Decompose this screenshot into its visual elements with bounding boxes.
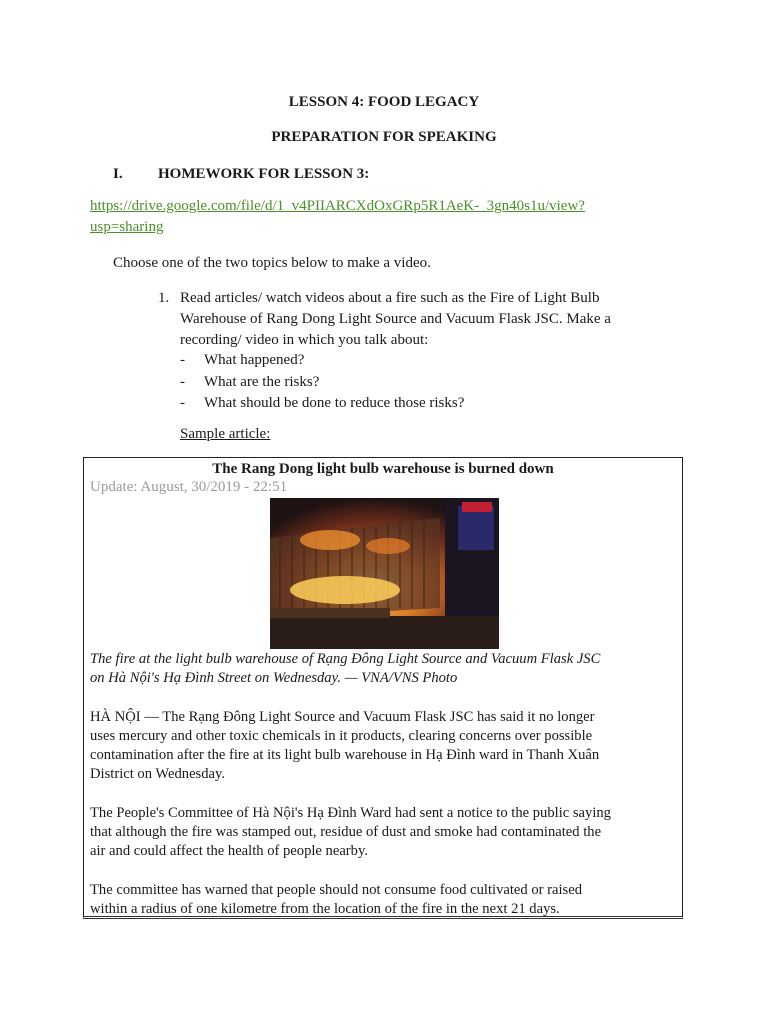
sample-article-box <box>83 457 683 919</box>
photo-caption-line: The fire at the light bulb warehouse of Rạng Đông Light Source and Vacuum Flask JSC <box>90 651 601 667</box>
sample-article-label: Sample article: <box>180 426 271 442</box>
bullet-marker: - <box>180 395 185 411</box>
topic-line: recording/ video in which you talk about: <box>180 332 429 348</box>
article-paragraph-line: contamination after the fire at its light bulb warehouse in Hạ Đình ward in Thanh Xuân <box>90 747 600 763</box>
article-paragraph-line: The committee has warned that people should not consume food cultivated or raised <box>90 882 582 898</box>
section-subtitle: PREPARATION FOR SPEAKING <box>271 129 497 145</box>
instruction-text: Choose one of the two topics below to make a video. <box>113 255 431 271</box>
fire-photo <box>270 498 499 649</box>
topic-line: Read articles/ watch videos about a fire such as the Fire of Light Bulb <box>180 290 600 306</box>
bullet-item: What should be done to reduce those risks? <box>204 395 465 411</box>
article-paragraph-line: District on Wednesday. <box>90 766 226 782</box>
article-date: Update: August, 30/2019 - 22:51 <box>90 479 288 495</box>
article-paragraph-line: that although the fire was stamped out, residue of dust and smoke had contaminated the <box>90 824 602 840</box>
article-paragraph-line: within a radius of one kilometre from the location of the fire in the next 21 days. <box>90 901 560 917</box>
photo-caption-line: on Hà Nội's Hạ Đình Street on Wednesday. — VNA/VNS Photo <box>90 670 458 686</box>
bullet-item: What are the risks? <box>204 374 320 390</box>
article-title: The Rang Dong light bulb warehouse is burned down <box>212 461 554 477</box>
article-paragraph-line: uses mercury and other toxic chemicals in it products, clearing concerns over possible <box>90 728 593 744</box>
article-paragraph-line: HÀ NỘI — The Rạng Đông Light Source and Vacuum Flask JSC has said it no longer <box>90 709 595 725</box>
drive-link-line1[interactable]: https://drive.google.com/file/d/1_v4PIIARCXdOxGRp5R1AeK-_3gn40s1u/view? <box>90 198 585 214</box>
bullet-marker: - <box>180 374 185 390</box>
lesson-title: LESSON 4: FOOD LEGACY <box>288 94 480 110</box>
bullet-item: What happened? <box>204 352 305 368</box>
drive-link-line2[interactable]: usp=sharing <box>90 219 164 235</box>
article-paragraph-line: The People's Committee of Hà Nội's Hạ Đình Ward had sent a notice to the public saying <box>90 805 611 821</box>
topic-line: Warehouse of Rang Dong Light Source and Vacuum Flask JSC. Make a <box>180 311 611 327</box>
homework-number: I. <box>113 166 123 182</box>
bullet-marker: - <box>180 352 185 368</box>
topic-number: 1. <box>158 290 170 306</box>
article-paragraph-line: air and could affect the health of people nearby. <box>90 843 368 859</box>
homework-title: HOMEWORK FOR LESSON 3: <box>158 166 370 182</box>
